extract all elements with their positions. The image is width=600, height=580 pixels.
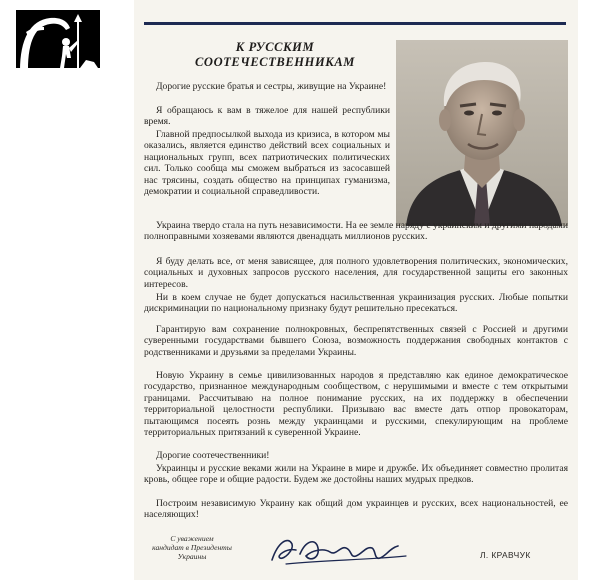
heading-line-2: СООТЕЧЕСТВЕННИКАМ — [195, 55, 355, 69]
leaflet-page — [134, 0, 578, 580]
paragraph-build-home: Построим независимую Украину как общий дом украинцев и русских, всех национальностей, ее населяющих! — [144, 498, 568, 521]
portrait-figure-icon — [396, 40, 568, 226]
paragraph-independence: Украина твердо стала на путь независимости. На ее земле наряду с украинским и другими народами полноправными хозяевами являются двенадцать миллионов русских. — [144, 220, 568, 243]
handwritten-signature — [266, 530, 416, 568]
regards-line-3: Украины — [177, 552, 207, 561]
trident-figure-icon — [16, 10, 100, 76]
paragraph-unity: Главной предпосылкой выхода из кризиса, в котором мы оказались, является единство действий всех социальных и национальных групп, всех патриотических политических сил. Только сообща мы сможем выбраться из засосавшей нас трясины, создать общество на принципах гуманизма, демократии и социальной справедливости. — [144, 129, 390, 198]
regards-line-2: кандидат в Президенты — [152, 543, 232, 552]
top-rule — [144, 22, 566, 25]
paragraph-appeal: Я обращаюсь к вам в тяжелое для нашей республики время. — [144, 105, 390, 128]
paragraph-guarantee: Гарантирую вам сохранение полнокровных, беспрепятственных связей с Россией и другими суверенными государствами бывшего Союза, возможность поддержания свободных контактов с родственниками и друзьями за пределами Украины. — [144, 324, 568, 358]
paragraph-friendship: Украинцы и русские веками жили на Украине в мире и дружбе. Их объединяет совместно пролитая кровь, общее горе и общие радости. Будем же достойны наших мудрых предков. — [144, 463, 568, 486]
portrait-photo — [396, 40, 568, 226]
heading-line-1: К РУССКИМ — [235, 40, 315, 54]
regards-block — [144, 534, 240, 561]
paragraph-no-ukrainization: Ни в коем случае не будет допускаться насильственная украинизация русских. Любые попытки дискриминации по национальному признаку будут решительно пресекаться. — [144, 292, 568, 315]
paragraph-greeting: Дорогие русские братья и сестры, живущие на Украине! — [156, 81, 387, 92]
paragraph-commitment: Я буду делать все, от меня зависящее, для полного удовлетворения политических, экономических, социальных и духовных запросов русского населения, для государственной защиты его законных интересов. — [144, 256, 568, 290]
leaflet-heading — [150, 40, 400, 70]
emblem-logo — [16, 10, 100, 76]
author-name: Л. КРАВЧУК — [480, 550, 531, 560]
regards-line-1: С уважением — [170, 534, 214, 543]
paragraph-dear-compatriots: Дорогие соотечественники! — [156, 450, 270, 461]
paragraph-new-ukraine: Новую Украину в семье цивилизованных народов я представляю как единое демократическое государство, признанное международным сообществом, с нерушимыми и вместе с тем открытыми границами. Рассчитываю на полное понимание русских, на их поддержку в обеспечении территориальной целостности республики. Призываю вас вместе дать отпор провокаторам, пытающимся посеять рознь между украинцами и русскими, спекулирующим на проблеме территориальных притязаний к суверенной Украине. — [144, 370, 568, 439]
